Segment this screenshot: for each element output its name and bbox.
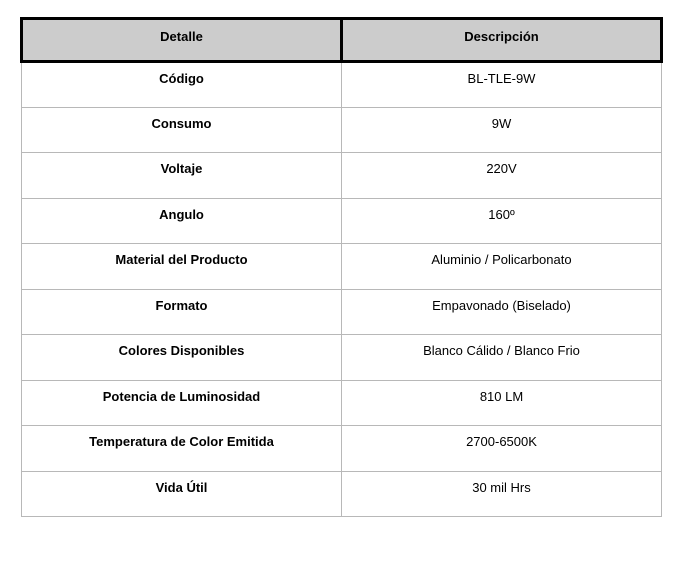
- spec-table: [20, 17, 663, 517]
- table-row: [22, 198, 662, 244]
- table-row: [22, 289, 662, 335]
- detail-cell: Material del Producto: [22, 244, 342, 290]
- table-row: [22, 471, 662, 517]
- header-row: [22, 19, 662, 62]
- description-cell: 30 mil Hrs: [342, 471, 662, 517]
- table-row: [22, 380, 662, 426]
- table-row: [22, 335, 662, 381]
- description-cell: BL-TLE-9W: [342, 62, 662, 108]
- description-cell: 160º: [342, 198, 662, 244]
- description-cell: 220V: [342, 153, 662, 199]
- detail-cell: Voltaje: [22, 153, 342, 199]
- table-header: [22, 19, 662, 62]
- detail-cell: Formato: [22, 289, 342, 335]
- detail-cell: Consumo: [22, 107, 342, 153]
- table-row: [22, 153, 662, 199]
- detail-cell: Potencia de Luminosidad: [22, 380, 342, 426]
- detail-cell: Temperatura de Color Emitida: [22, 426, 342, 472]
- table-row: [22, 244, 662, 290]
- table-row: [22, 426, 662, 472]
- description-cell: Aluminio / Policarbonato: [342, 244, 662, 290]
- detail-cell: Código: [22, 62, 342, 108]
- description-cell: 810 LM: [342, 380, 662, 426]
- description-cell: Empavonado (Biselado): [342, 289, 662, 335]
- description-cell: 9W: [342, 107, 662, 153]
- description-cell: Blanco Cálido / Blanco Frio: [342, 335, 662, 381]
- table-row: [22, 62, 662, 108]
- detail-cell: Vida Útil: [22, 471, 342, 517]
- table-body: [22, 62, 662, 517]
- description-cell: 2700-6500K: [342, 426, 662, 472]
- detail-cell: Angulo: [22, 198, 342, 244]
- header-description: Descripción: [342, 19, 662, 62]
- detail-cell: Colores Disponibles: [22, 335, 342, 381]
- table-row: [22, 107, 662, 153]
- header-detail: Detalle: [22, 19, 342, 62]
